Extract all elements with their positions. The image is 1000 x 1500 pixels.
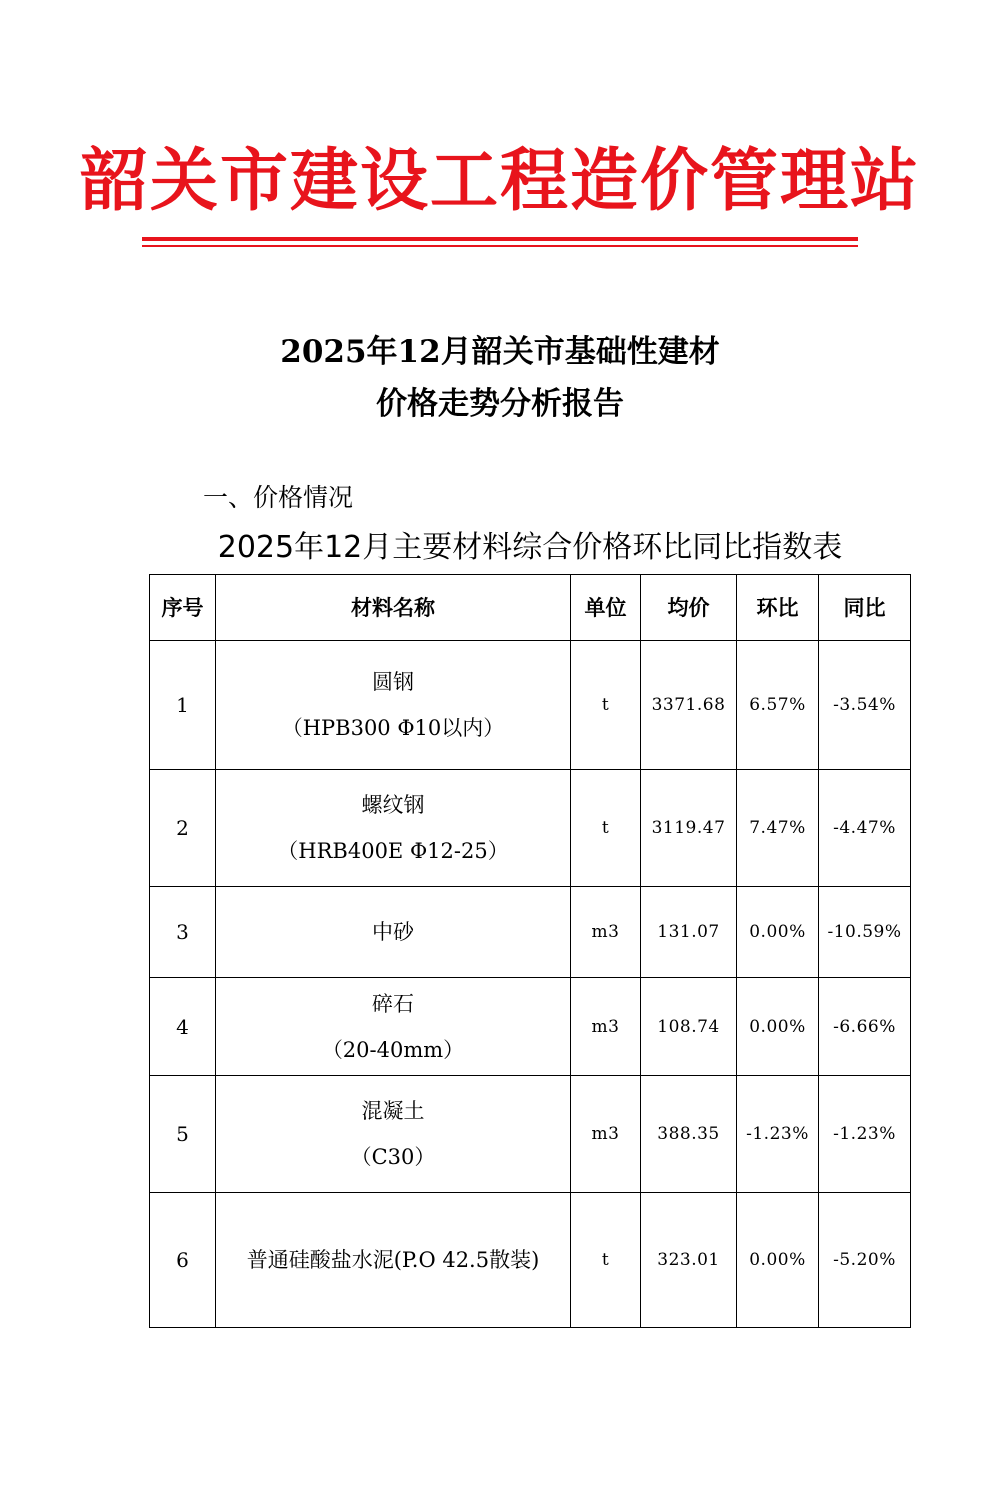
material-name-main: 碎石 xyxy=(372,991,414,1016)
row-index: 6 xyxy=(150,1193,216,1328)
table-row xyxy=(150,1193,911,1328)
masthead-title: 韶关市建设工程造价管理站 xyxy=(79,142,920,221)
yoy-cell: -4.47% xyxy=(819,770,911,887)
header-month-on-month: 环比 xyxy=(737,575,819,641)
header-year-on-year: 同比 xyxy=(819,575,911,641)
material-spec: （C30） xyxy=(350,1145,436,1169)
red-divider-thick xyxy=(142,237,858,241)
red-divider-thin xyxy=(142,245,858,247)
price-cell: 323.01 xyxy=(641,1193,737,1328)
mom-cell: 0.00% xyxy=(737,978,819,1076)
row-index: 1 xyxy=(150,641,216,770)
material-name xyxy=(216,641,571,770)
yoy-cell: -5.20% xyxy=(819,1193,911,1328)
unit-cell: t xyxy=(571,770,641,887)
header-unit: 单位 xyxy=(571,575,641,641)
mom-cell: 0.00% xyxy=(737,1193,819,1328)
unit-cell: m3 xyxy=(571,1076,641,1193)
mom-cell: 7.47% xyxy=(737,770,819,887)
mom-cell: 6.57% xyxy=(737,641,819,770)
material-name xyxy=(216,1076,571,1193)
header-index: 序号 xyxy=(150,575,216,641)
material-name xyxy=(216,887,571,978)
material-name-main: 混凝土 xyxy=(361,1099,425,1123)
unit-cell: m3 xyxy=(571,978,641,1076)
table-row xyxy=(150,641,911,770)
row-index: 5 xyxy=(150,1076,216,1193)
header-average-price: 均价 xyxy=(641,575,737,641)
row-index: 2 xyxy=(150,770,216,887)
price-cell: 108.74 xyxy=(641,978,737,1076)
table-caption: 2025年12月主要材料综合价格环比同比指数表 xyxy=(217,530,843,565)
price-index-table xyxy=(149,574,911,1328)
material-name-main: 普通硅酸盐水泥(P.O 42.5散装) xyxy=(246,1248,540,1272)
price-cell: 3371.68 xyxy=(641,641,737,770)
material-name xyxy=(216,978,571,1076)
table-row xyxy=(150,1076,911,1193)
header-material-name: 材料名称 xyxy=(216,575,571,641)
material-spec: （HPB300 Φ10以内） xyxy=(281,716,505,740)
mom-cell: -1.23% xyxy=(737,1076,819,1193)
material-spec: （20-40mm） xyxy=(321,1037,465,1062)
yoy-cell: -1.23% xyxy=(819,1076,911,1193)
mom-cell: 0.00% xyxy=(737,887,819,978)
material-name xyxy=(216,1193,571,1328)
unit-cell: t xyxy=(571,1193,641,1328)
price-cell: 388.35 xyxy=(641,1076,737,1193)
table-row xyxy=(150,887,911,978)
material-name-main: 中砂 xyxy=(372,920,414,944)
yoy-cell: -10.59% xyxy=(819,887,911,978)
table-header-row xyxy=(150,575,911,641)
row-index: 4 xyxy=(150,978,216,1076)
material-name-main: 圆钢 xyxy=(372,670,414,694)
table-row xyxy=(150,978,911,1076)
material-name-main: 螺纹钢 xyxy=(361,793,425,817)
section-heading: 一、价格情况 xyxy=(203,483,354,512)
unit-cell: t xyxy=(571,641,641,770)
material-spec: （HRB400E Φ12-25） xyxy=(277,839,509,863)
row-index: 3 xyxy=(150,887,216,978)
document-title-line1: 2025年12月韶关市基础性建材 xyxy=(280,334,720,370)
price-cell: 3119.47 xyxy=(641,770,737,887)
yoy-cell: -6.66% xyxy=(819,978,911,1076)
unit-cell: m3 xyxy=(571,887,641,978)
price-cell: 131.07 xyxy=(641,887,737,978)
table-row xyxy=(150,770,911,887)
yoy-cell: -3.54% xyxy=(819,641,911,770)
document-title-line2: 价格走势分析报告 xyxy=(376,386,624,422)
material-name xyxy=(216,770,571,887)
